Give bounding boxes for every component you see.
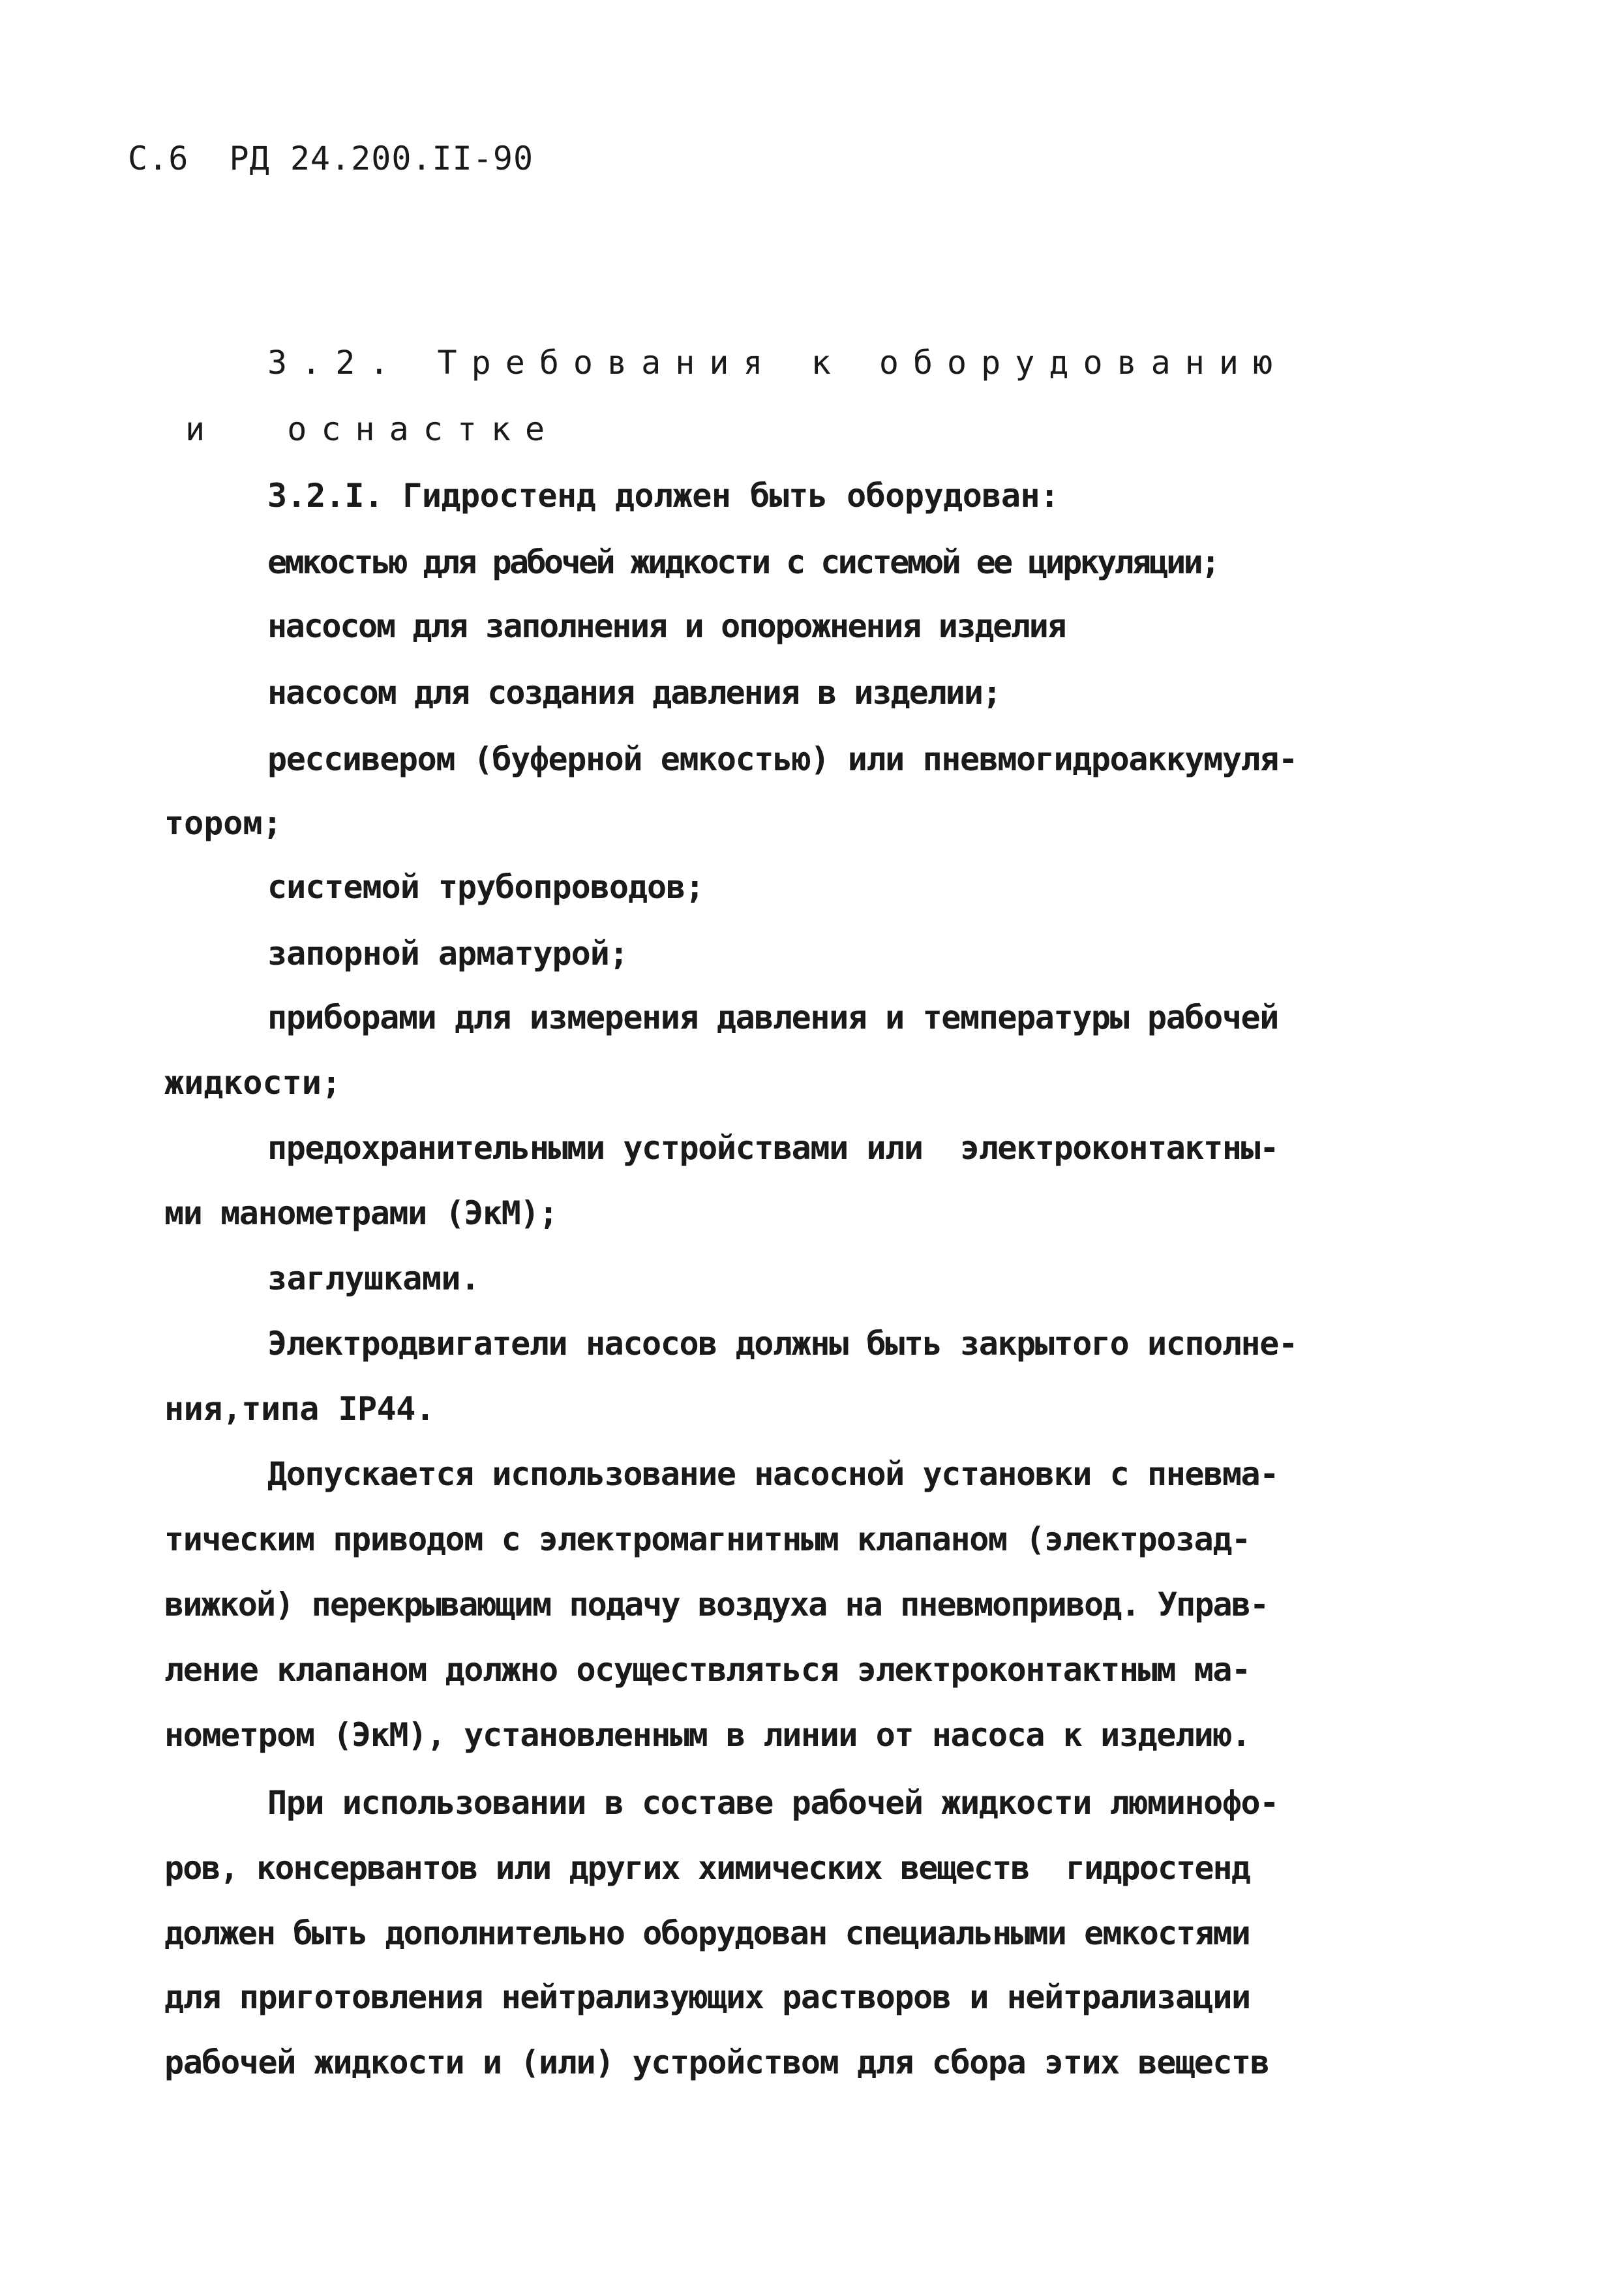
body-line: жидкости; xyxy=(164,1064,341,1102)
body-line: тором; xyxy=(164,804,282,842)
section-title-line-1: 3.2. Требования к оборудованию xyxy=(267,344,1287,382)
body-line: тическим приводом с электромагнитным клапаном (электрозад- xyxy=(164,1520,1250,1558)
body-line: запорной арматурой; xyxy=(267,935,628,973)
body-line: ление клапаном должно осуществляться электроконтактным ма- xyxy=(164,1651,1250,1689)
body-line: емкостью для рабочей жидкости с системой ее циркуляции; xyxy=(267,543,1218,581)
body-line: нометром (ЭкМ), установленным в линии от насоса к изделию. xyxy=(164,1716,1250,1754)
body-line: насосом для заполнения и опорожнения изделия xyxy=(267,607,1066,645)
section-title-line-2: и оснастке xyxy=(185,410,560,448)
body-line: рабочей жидкости и (или) устройством для сбора этих веществ xyxy=(164,2043,1269,2081)
body-line: предохранительными устройствами или электроконтактны- xyxy=(267,1129,1278,1167)
body-line: заглушками. xyxy=(267,1259,480,1297)
body-line: приборами для измерения давления и температуры рабочей xyxy=(267,999,1278,1036)
body-line: рессивером (буферной емкостью) или пневмогидроаккумуля- xyxy=(267,740,1297,778)
body-line: вижкой) перекрывающим подачу воздуха на пневмопривод. Управ- xyxy=(164,1586,1269,1623)
body-line: Допускается использование насосной установки с пневма- xyxy=(267,1455,1278,1493)
body-line: Электродвигатели насосов должны быть закрытого исполне- xyxy=(267,1325,1297,1363)
body-line: ров, консервантов или других химических веществ гидростенд xyxy=(164,1849,1250,1887)
body-line: ния,типа IP44. xyxy=(164,1390,435,1428)
body-line: должен быть дополнительно оборудован специальными емкостями xyxy=(164,1914,1250,1952)
page-header: С.6 РД 24.200.II-90 xyxy=(128,140,534,177)
body-line: насосом для создания давления в изделии; xyxy=(267,674,1001,712)
body-line: 3.2.I. Гидростенд должен быть оборудован: xyxy=(267,477,1059,515)
body-line: ми манометрами (ЭкМ); xyxy=(164,1194,558,1232)
body-line: При использовании в составе рабочей жидкости люминофо- xyxy=(267,1784,1278,1822)
body-line: для приготовления нейтрализующих растворов и нейтрализации xyxy=(164,1978,1250,2016)
body-line: системой трубопроводов; xyxy=(267,868,704,906)
